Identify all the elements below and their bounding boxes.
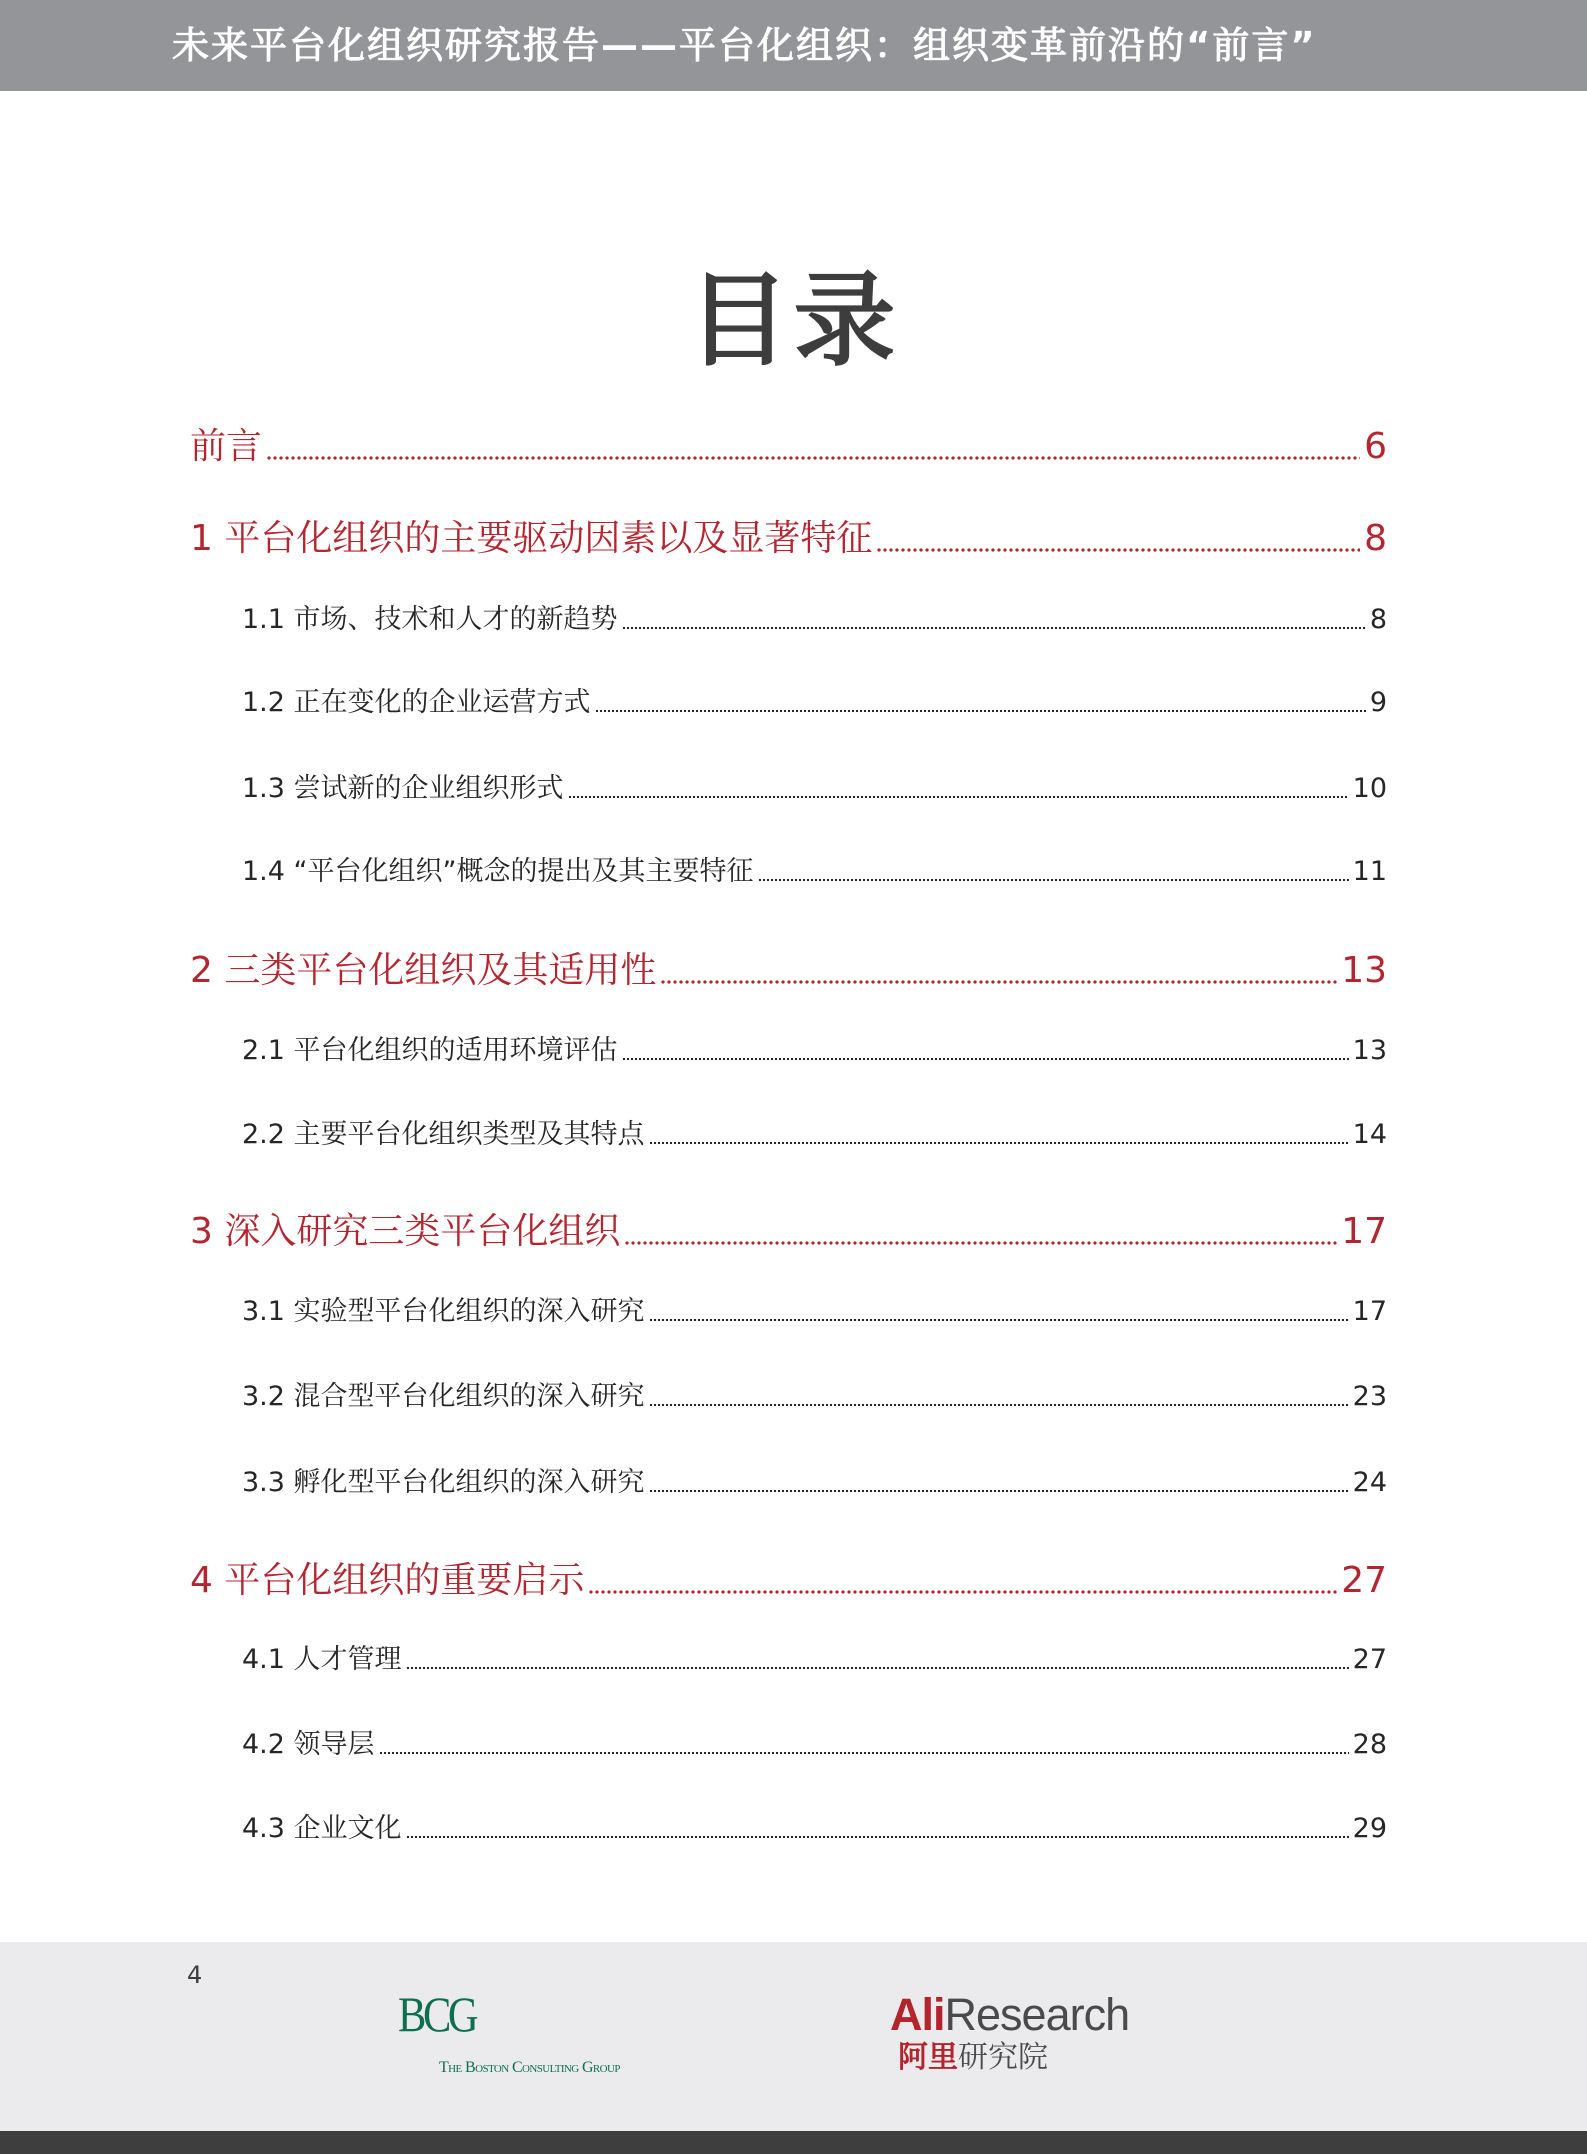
toc-entry-1-2[interactable] [242, 686, 1387, 720]
toc-entry-label: 4.1 人才管理 [242, 1644, 402, 1675]
toc-entry-1-1[interactable] [242, 603, 1387, 637]
page-title: 目录 [687, 262, 900, 381]
dot-leader [649, 1318, 1349, 1322]
toc-entry-page: 13 [1341, 950, 1387, 991]
toc-entry-label: 4 平台化组织的重要启示 [190, 1560, 585, 1601]
toc-entry-label: 1.3 尝试新的企业组织形式 [242, 773, 564, 804]
toc-entry-label: 2.2 主要平台化组织类型及其特点 [242, 1119, 645, 1150]
dot-leader [758, 878, 1349, 882]
toc-entry-label: 1.2 正在变化的企业运营方式 [242, 687, 591, 718]
toc-entry-page: 28 [1352, 1729, 1387, 1760]
aliresearch-logo-ali-cn: 阿里 [898, 2040, 958, 2075]
bcg-logo: BCG [398, 1986, 476, 2042]
toc-entry-label: 1.4 “平台化组织”概念的提出及其主要特征 [242, 856, 754, 887]
aliresearch-logo-research: Research [944, 1989, 1130, 2040]
header-bar [0, 0, 1587, 91]
toc-entry-label: 3.2 混合型平台化组织的深入研究 [242, 1381, 645, 1412]
dot-leader [622, 626, 1366, 630]
aliresearch-logo-chinese [898, 2040, 1048, 2076]
toc-entry-page: 11 [1352, 856, 1387, 887]
dot-leader [406, 1666, 1349, 1670]
toc-entry-label: 4.2 领导层 [242, 1729, 375, 1760]
toc-entry-chapter-2[interactable] [190, 949, 1387, 993]
report-title: 未来平台化组织研究报告——平台化组织：组织变革前沿的“前言” [172, 24, 1317, 67]
toc-entry-4-2[interactable] [242, 1728, 1387, 1762]
toc-entry-3-2[interactable] [242, 1380, 1387, 1414]
toc-entry-3-1[interactable] [242, 1295, 1387, 1329]
bottom-bar [0, 2131, 1587, 2154]
dot-leader [649, 1489, 1349, 1493]
dot-leader [876, 548, 1360, 552]
toc-entry-page: 27 [1341, 1560, 1387, 1601]
aliresearch-logo-ali: Ali [890, 1989, 945, 2040]
toc-entry-page: 8 [1364, 518, 1387, 559]
toc-entry-page: 17 [1341, 1211, 1387, 1252]
toc-entry-4-3[interactable] [242, 1812, 1387, 1846]
toc-entry-1-4[interactable] [242, 855, 1387, 889]
toc-entry-page: 23 [1352, 1381, 1387, 1412]
toc-entry-3-3[interactable] [242, 1466, 1387, 1500]
toc-entry-4-1[interactable] [242, 1643, 1387, 1677]
toc-entry-label: 3.1 实验型平台化组织的深入研究 [242, 1296, 645, 1327]
toc-entry-chapter-3[interactable] [190, 1210, 1387, 1254]
dot-leader [588, 1590, 1337, 1594]
dot-leader [649, 1403, 1349, 1407]
aliresearch-logo-institute-cn: 研究院 [958, 2040, 1048, 2075]
dot-leader [379, 1751, 1349, 1755]
toc-entry-label: 前言 [190, 426, 263, 467]
toc-entry-label: 1.1 市场、技术和人才的新趋势 [242, 604, 618, 635]
toc-entry-page: 8 [1369, 604, 1387, 635]
aliresearch-logo [890, 1990, 1129, 2040]
dot-leader [649, 1141, 1349, 1145]
dot-leader [660, 980, 1337, 984]
toc-entry-page: 17 [1352, 1296, 1387, 1327]
bcg-logo-subtitle: The Boston Consulting Group [439, 2059, 620, 2076]
dot-leader [266, 456, 1360, 460]
toc-entry-page: 29 [1352, 1813, 1387, 1844]
toc-entry-preface[interactable] [190, 425, 1387, 469]
toc-entry-2-1[interactable] [242, 1034, 1387, 1068]
toc-entry-chapter-1[interactable] [190, 517, 1387, 561]
dot-leader [595, 709, 1366, 713]
toc-entry-page: 10 [1352, 773, 1387, 804]
dot-leader [406, 1835, 1349, 1839]
dot-leader [622, 1057, 1349, 1061]
toc-entry-label: 2.1 平台化组织的适用环境评估 [242, 1035, 618, 1066]
toc-entry-page: 6 [1364, 426, 1387, 467]
page-number: 4 [187, 1961, 203, 1989]
toc-entry-page: 14 [1352, 1119, 1387, 1150]
toc-entry-page: 27 [1352, 1644, 1387, 1675]
toc-entry-1-3[interactable] [242, 772, 1387, 806]
toc-entry-label: 1 平台化组织的主要驱动因素以及显著特征 [190, 518, 873, 559]
toc-entry-2-2[interactable] [242, 1118, 1387, 1152]
toc-entry-page: 24 [1352, 1467, 1387, 1498]
dot-leader [624, 1241, 1337, 1245]
toc-entry-page: 9 [1369, 687, 1387, 718]
toc-entry-label: 2 三类平台化组织及其适用性 [190, 950, 657, 991]
dot-leader [568, 795, 1349, 799]
toc-entry-chapter-4[interactable] [190, 1559, 1387, 1603]
footer-band [0, 1942, 1587, 2131]
toc-entry-label: 3.3 孵化型平台化组织的深入研究 [242, 1467, 645, 1498]
toc-entry-label: 3 深入研究三类平台化组织 [190, 1211, 621, 1252]
toc-entry-page: 13 [1352, 1035, 1387, 1066]
toc-entry-label: 4.3 企业文化 [242, 1813, 402, 1844]
